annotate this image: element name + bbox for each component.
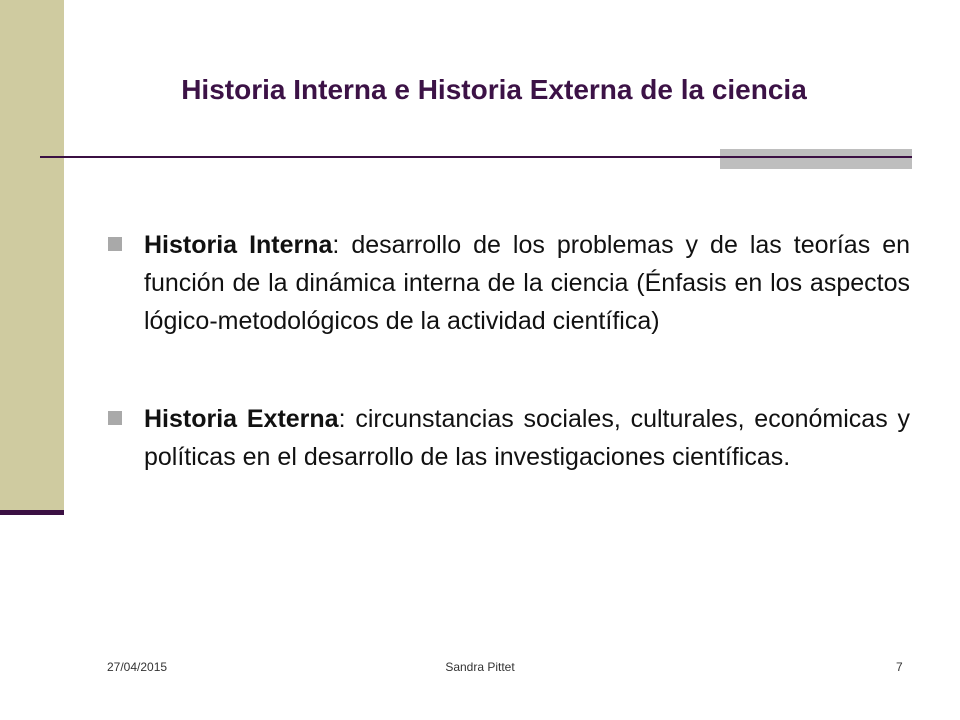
bullet-historia-externa (108, 400, 910, 476)
square-bullet-icon (108, 411, 122, 425)
footer-page-number: 7 (896, 660, 903, 674)
bullet-term: Historia Externa (144, 405, 339, 433)
bullet-historia-interna (108, 226, 910, 340)
title-divider (40, 156, 912, 158)
bullet-term: Historia Interna (144, 231, 333, 259)
footer-date: 27/04/2015 (107, 660, 168, 674)
footer-author: Sandra Pittet (445, 660, 515, 674)
bullet-text: : desarrollo de los problemas y de las teorías en función de la dinámica interna de la ciencia (Énfasis en los aspectos lógico-metodológicos de la actividad científica) (144, 231, 910, 335)
bullet-text: : circunstancias sociales, culturales, económicas y políticas en el desarrollo de las investigaciones científicas. (144, 405, 910, 471)
slide-content (108, 226, 910, 536)
title-rule-accent (720, 149, 912, 169)
square-bullet-icon (108, 237, 122, 251)
side-bar-accent-line (0, 510, 64, 515)
slide-title: Historia Interna e Historia Externa de la ciencia (181, 74, 807, 105)
decorative-side-bar (0, 0, 64, 512)
